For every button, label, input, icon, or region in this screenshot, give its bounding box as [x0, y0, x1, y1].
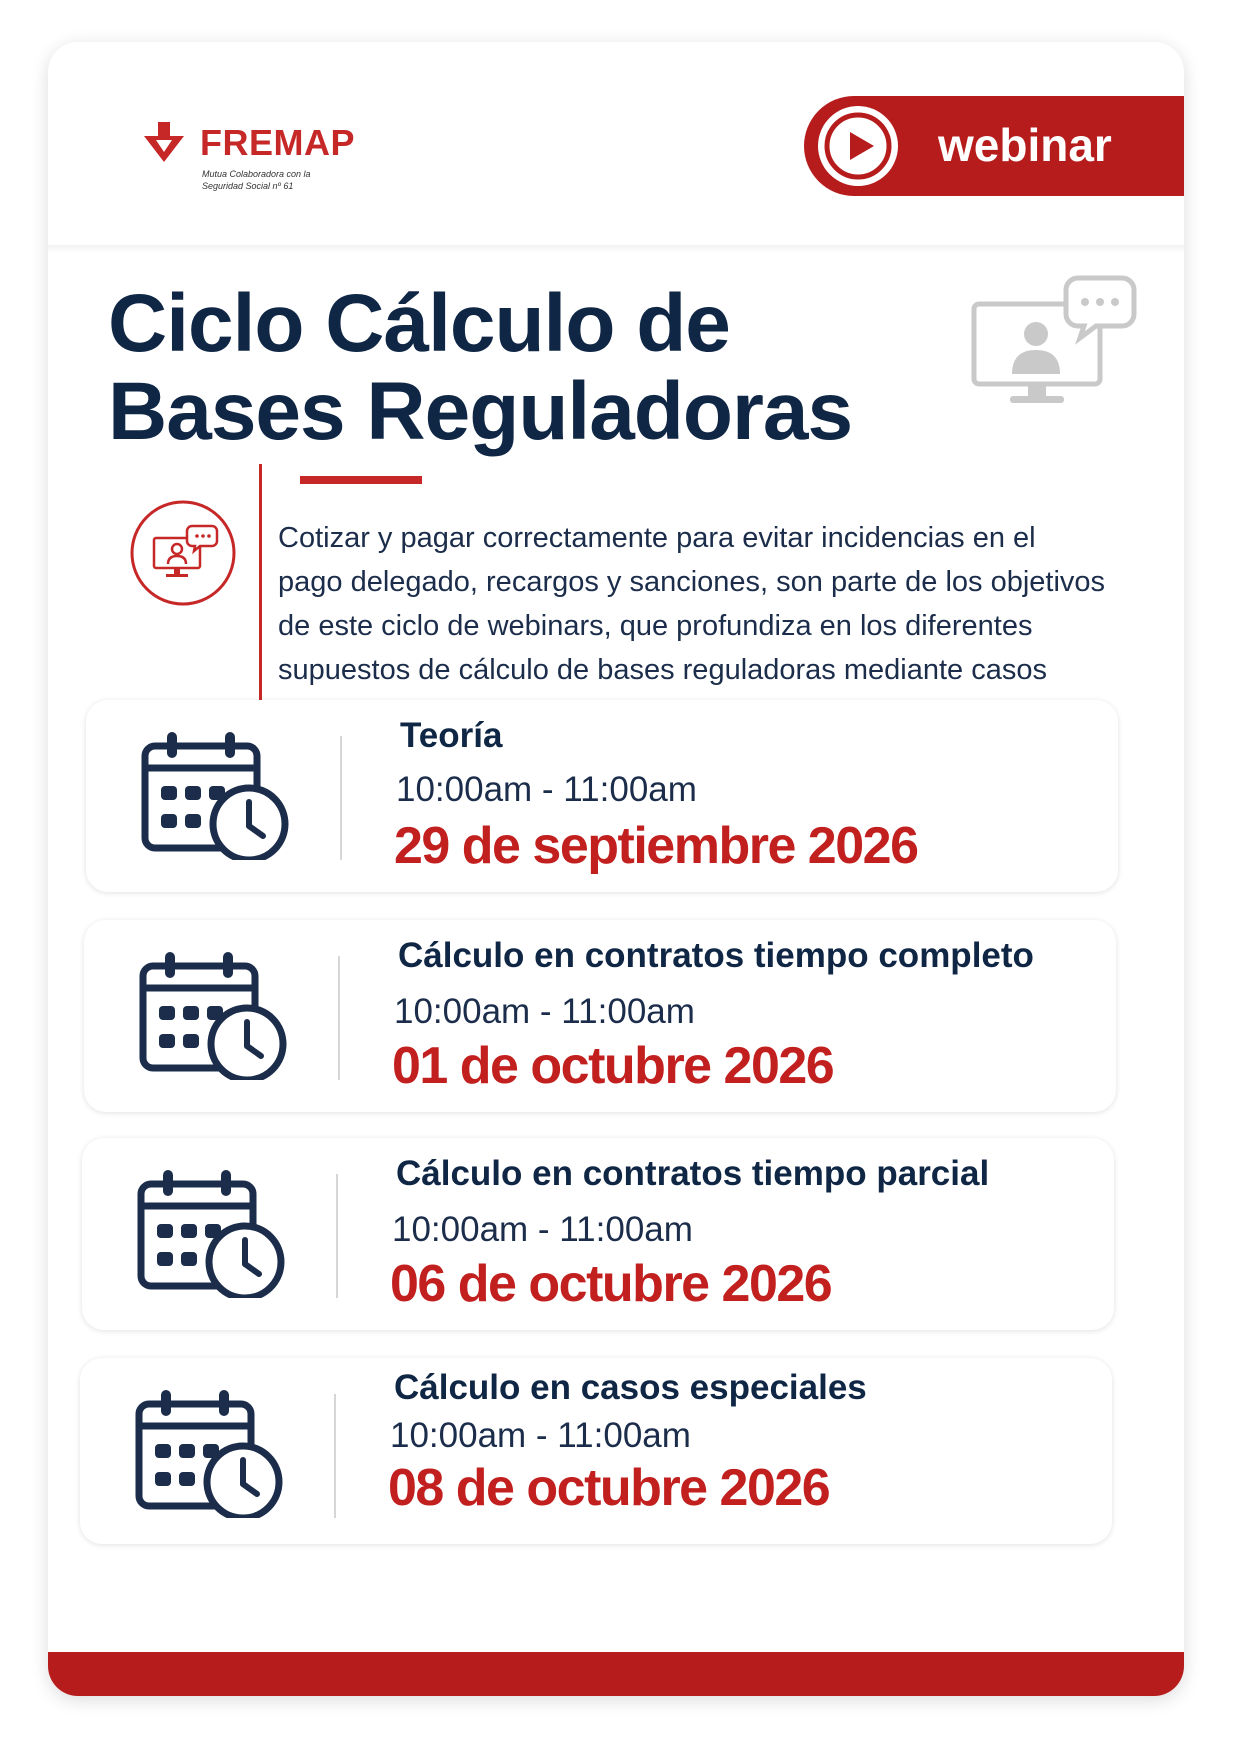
calendar-clock-icon: [137, 1168, 287, 1298]
flyer-card: [48, 42, 1184, 1696]
video-call-monitor-icon: [968, 274, 1138, 414]
session-title: Cálculo en casos especiales: [394, 1368, 867, 1407]
fremap-logo[interactable]: [134, 112, 374, 202]
footer-bar: [48, 1652, 1184, 1696]
session-date: 06 de octubre 2026: [390, 1255, 832, 1313]
accent-dash: [300, 476, 422, 484]
session-time: 10:00am - 11:00am: [396, 770, 697, 809]
description-text: Cotizar y pagar correctamente para evitar incidencias en el pago delegado, recargos y sanciones, son parte de los objetivos de este ciclo de webinars, que profundiza en los diferentes supuestos de cálculo de bases reguladoras mediante casos: [278, 522, 1106, 686]
session-time: 10:00am - 11:00am: [390, 1416, 691, 1455]
session-divider: [338, 956, 340, 1080]
calendar-clock-icon: [139, 950, 289, 1080]
session-time: 10:00am - 11:00am: [392, 1210, 693, 1249]
session-time: 10:00am - 11:00am: [394, 992, 695, 1031]
session-title: Cálculo en contratos tiempo completo: [398, 936, 1034, 975]
session-card-2[interactable]: [84, 920, 1116, 1112]
logo-subtitle-line1: Mutua Colaboradora con la: [202, 169, 311, 179]
logo-subtitle-line2: Seguridad Social nº 61: [202, 181, 294, 191]
session-divider: [334, 1394, 336, 1518]
session-card-4[interactable]: [80, 1358, 1112, 1544]
description-divider: [259, 464, 262, 732]
title-line-2: Bases Reguladoras: [108, 366, 853, 457]
session-card-1[interactable]: [86, 700, 1118, 892]
fremap-logo-mark-icon: [134, 112, 194, 172]
play-icon: [816, 104, 900, 188]
session-title: Teoría: [400, 716, 503, 755]
calendar-clock-icon: [141, 730, 291, 860]
session-card-3[interactable]: [82, 1138, 1114, 1330]
page-title: [108, 280, 852, 456]
header-separator: [48, 245, 1184, 253]
calendar-clock-icon: [135, 1388, 285, 1518]
webinar-badge[interactable]: [804, 96, 1184, 196]
title-line-1: Ciclo Cálculo de: [108, 278, 730, 369]
session-date: 29 de septiembre 2026: [394, 817, 918, 875]
video-call-circle-icon: [128, 498, 238, 608]
logo-subtitle: [202, 168, 382, 192]
logo-name: FREMAP: [200, 122, 355, 163]
session-divider: [336, 1174, 338, 1298]
session-date: 08 de octubre 2026: [388, 1459, 830, 1517]
session-title: Cálculo en contratos tiempo parcial: [396, 1154, 990, 1193]
session-date: 01 de octubre 2026: [392, 1037, 834, 1095]
session-divider: [340, 736, 342, 860]
webinar-label: webinar: [938, 119, 1112, 171]
